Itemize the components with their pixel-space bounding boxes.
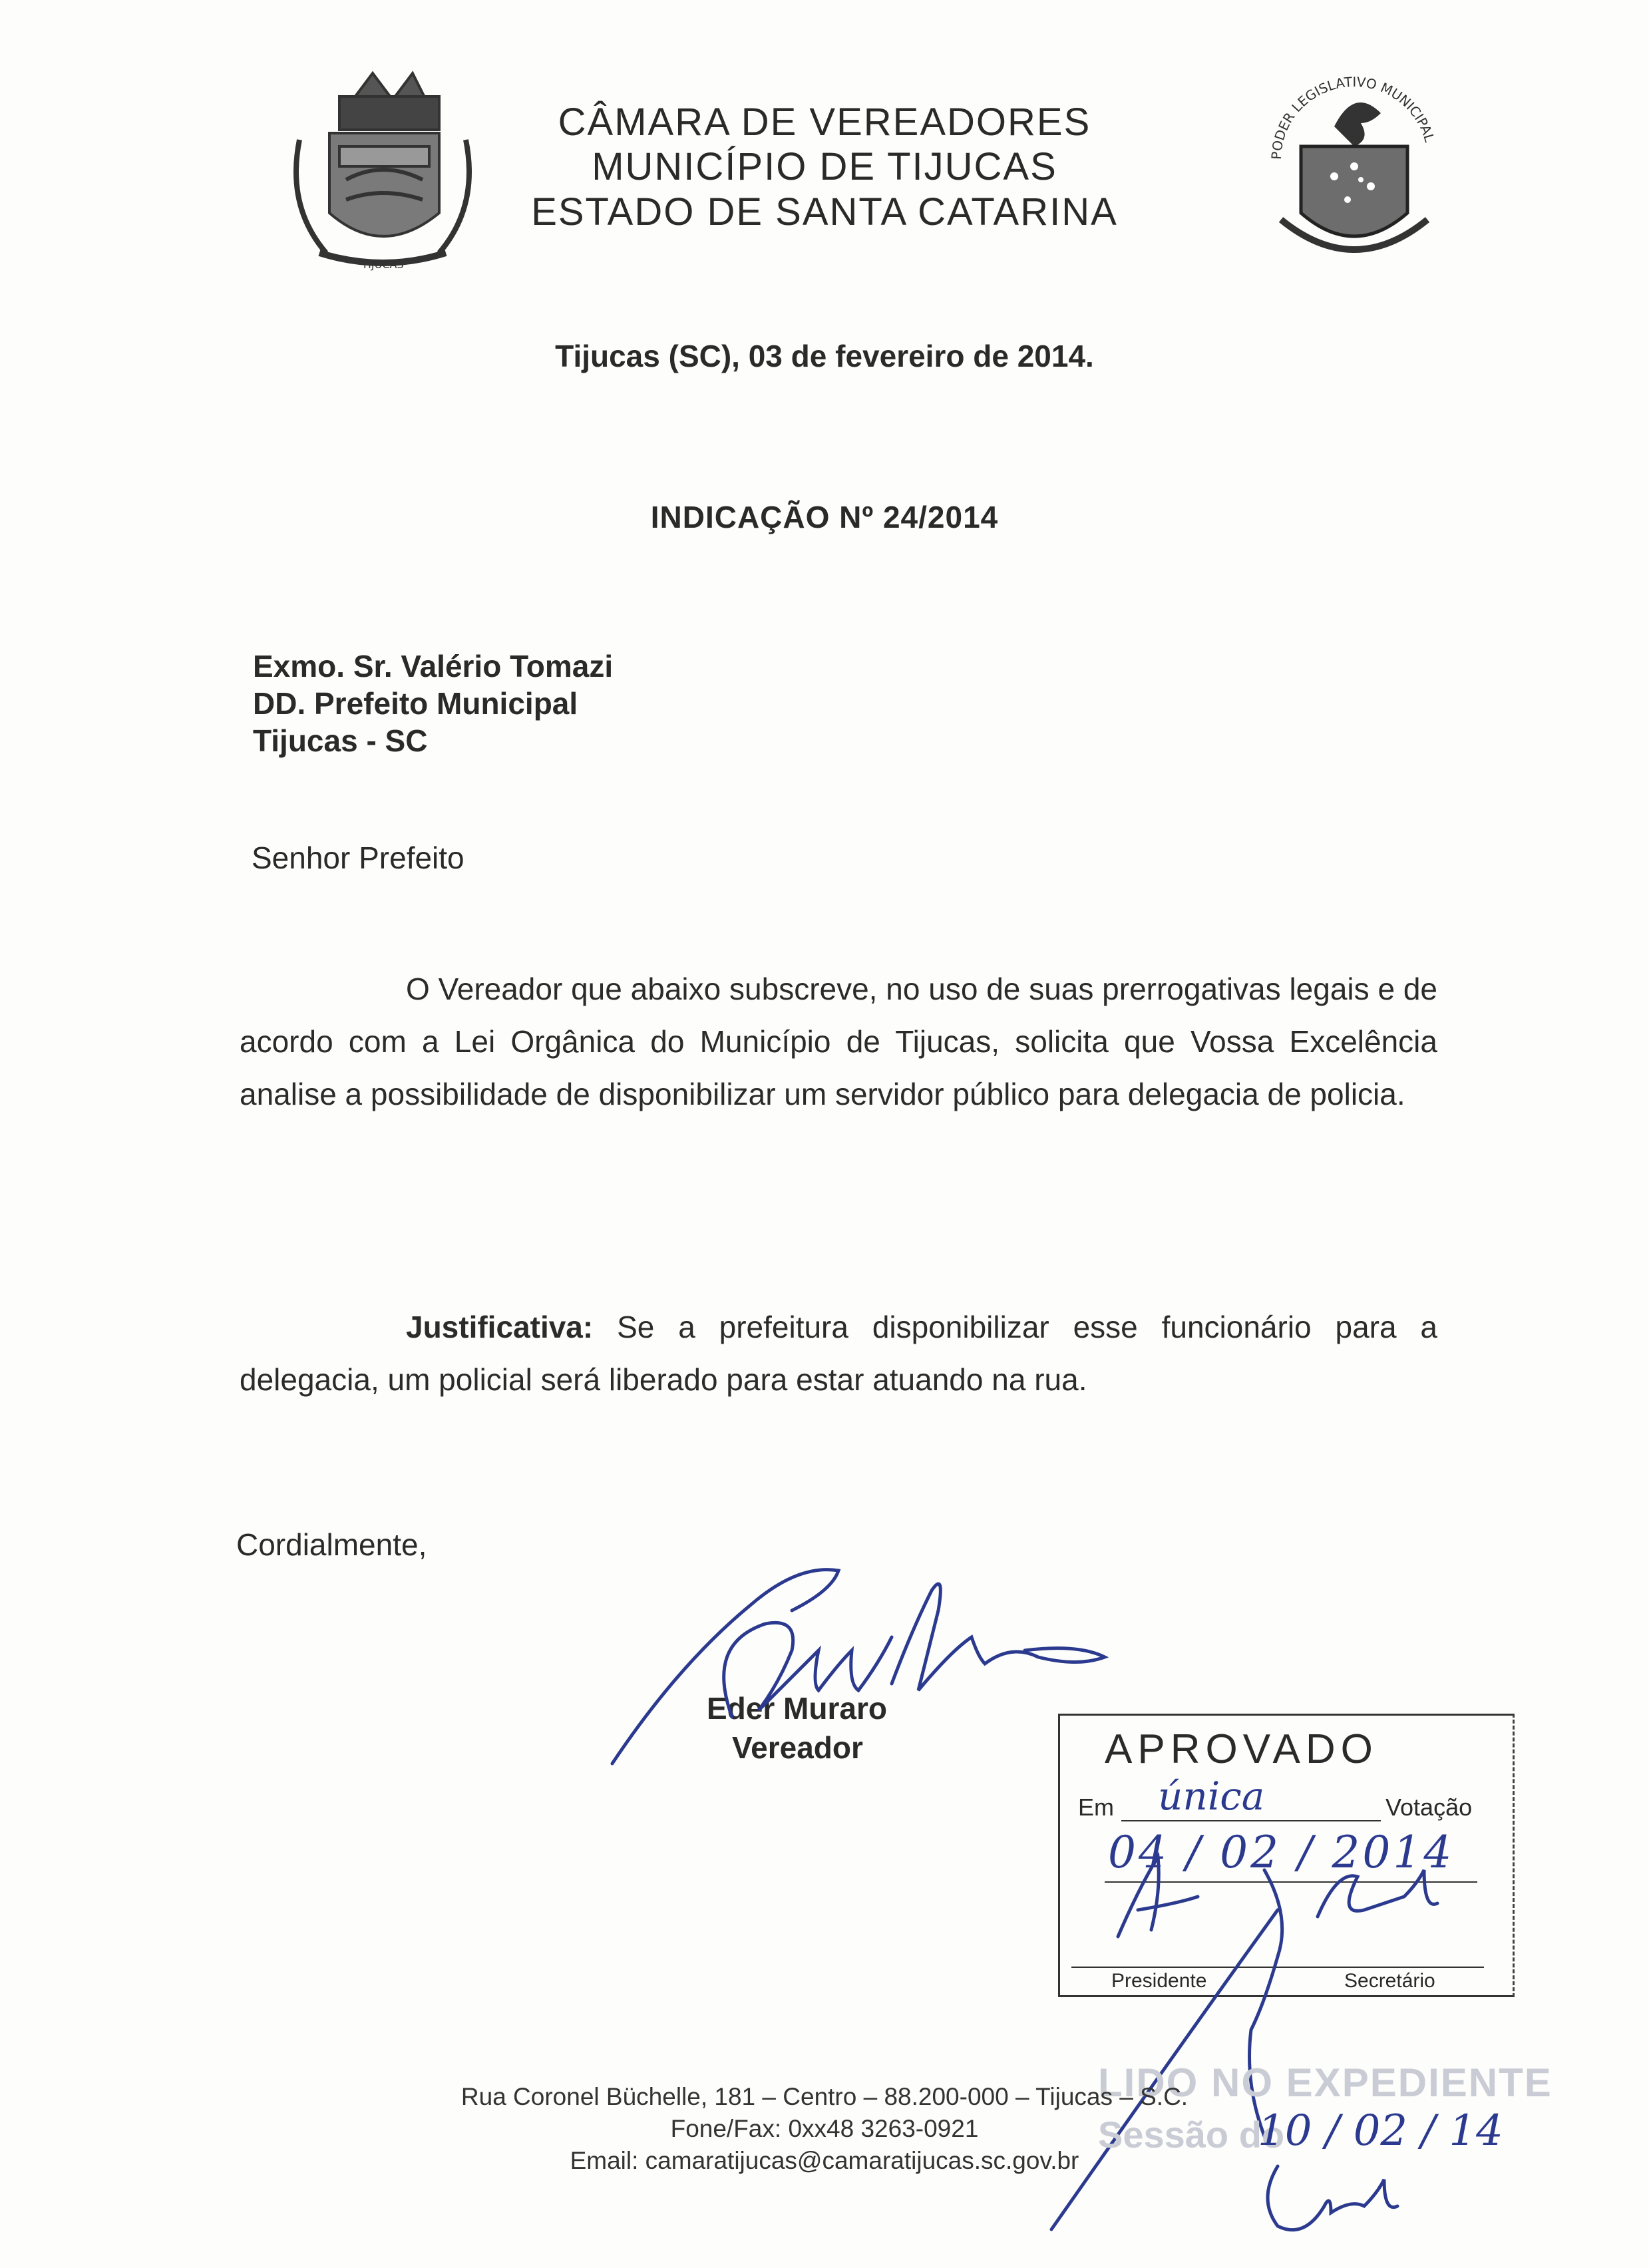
date-line: Tijucas (SC), 03 de fevereiro de 2014. [555,339,1094,373]
approval-em-value: única [1158,1774,1265,1819]
approval-secretario-label: Secretário [1344,1970,1435,1992]
signatory-role: Vereador [732,1730,863,1765]
handwritten-signature-icon [599,1551,1131,1770]
recipient-name: Exmo. Sr. Valério Tomazi [253,649,614,683]
footer-email: Email: camaratijucas@camaratijucas.sc.gov.br [570,2147,1079,2174]
approval-em-underline [1121,1820,1381,1821]
expediente-stamp-line1: LIDO NO EXPEDIENTE [1098,2060,1553,2105]
recipient-title: DD. Prefeito Municipal [253,686,578,721]
header-line-1: CÂMARA DE VEREADORES [558,100,1091,144]
approval-date-handwritten: 04 / 02 / 2014 [1108,1827,1455,1878]
justification-block [240,1301,1437,1406]
legislative-seal-icon [1254,60,1454,280]
justification-text: Se a prefeitura disponibilizar esse funcionário para a delegacia, um policial será liberado para estar atuando na rua. [240,1310,1437,1397]
expediente-date-handwritten: 10 / 02 / 14 [1258,2106,1503,2156]
approval-votacao-label: Votação [1385,1794,1473,1821]
justification-paragraph [240,1301,1437,1406]
signatory-name: Eder Muraro [707,1691,887,1726]
svg-text:PODER LEGISLATIVO MUNICIPAL: PODER LEGISLATIVO MUNICIPAL [1268,73,1438,160]
approval-em-label: Em [1078,1794,1114,1821]
body-paragraph [240,963,1437,1121]
expediente-stamp-line2: Sessão do [1098,2114,1285,2156]
header-line-2: MUNICÍPIO DE TIJUCAS [592,145,1057,188]
header-line-3: ESTADO DE SANTA CATARINA [531,190,1118,234]
salutation: Senhor Prefeito [252,841,464,875]
footer-address: Rua Coronel Büchelle, 181 – Centro – 88.200-000 – Tijucas – S.C. [460,2083,1189,2110]
body-paragraph-text: O Vereador que abaixo subscreve, no uso de suas prerrogativas legais e de acordo com a Lei Orgânica do Município de Tijucas, solicita que Vossa Excelência analise a possibilidade de disponibilizar um servidor público para delegacia de policia. [240,972,1437,1111]
justification-label: Justificativa: [406,1310,594,1344]
closing: Cordialmente, [236,1527,427,1562]
approval-presidente-label: Presidente [1111,1970,1207,1992]
approval-stamp-title: APROVADO [1105,1726,1378,1772]
footer-phone: Fone/Fax: 0xx48 3263-0921 [670,2115,979,2142]
document-title: INDICAÇÃO Nº 24/2014 [650,500,999,534]
svg-text:TIJUCAS: TIJUCAS [361,258,404,271]
recipient-place: Tijucas - SC [253,723,428,758]
